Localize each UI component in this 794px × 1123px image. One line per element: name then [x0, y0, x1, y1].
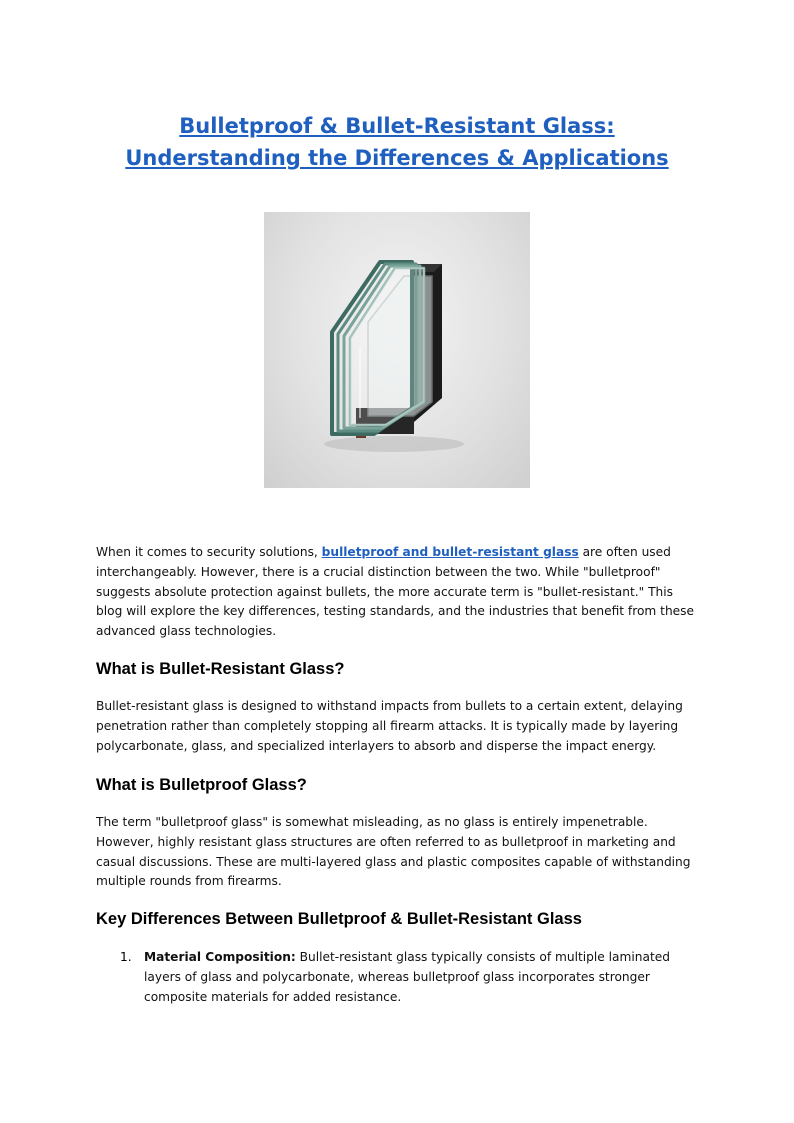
bullet-resistant-paragraph: Bullet-resistant glass is designed to withstand impacts from bullets to a certain extent, delaying penetration rather than completely stopping all firearm attacks. It is typically made by layering polycarbonate, glass, and specialized interlayers to absorb and disperse the impact energy. [96, 699, 683, 753]
list-item-body: Bullet-resistant glass typically consists of multiple laminated layers of glass and polycarbonate, whereas bulletproof glass incorporates stronger composite materials for added resistance. [144, 950, 670, 1004]
intro-text-after: are often used interchangeably. However, there is a crucial distinction between the two. While "bulletproof" suggests absolute protection against bullets, the more accurate term is "bullet-resistant." This blog will explore the key differences, testing standards, and the industries that benefit from these advanced glass technologies. [96, 545, 695, 639]
section-heading-key-differences: Key Differences Between Bulletproof & Bullet-Resistant Glass [96, 910, 582, 928]
section-heading-bullet-resistant: What is Bullet-Resistant Glass? [96, 660, 345, 678]
section-heading-bulletproof: What is Bulletproof Glass? [96, 776, 307, 794]
intro-text-before: When it comes to security solutions, [96, 545, 322, 559]
glass-link[interactable]: bulletproof and bullet-resistant glass [321, 545, 579, 559]
page-title[interactable]: Bulletproof & Bullet-Resistant Glass: Understanding the Differences & Applications [125, 114, 669, 171]
list-item-number: 1. [120, 950, 132, 964]
laminated-glass-cross-section-icon [264, 212, 530, 488]
bulletproof-paragraph: The term "bulletproof glass" is somewhat misleading, as no glass is entirely impenetrable. However, highly resistant glass structures are often referred to as bulletproof in marketing and casual discussions. These are multi-layered glass and plastic composites capable of withstanding multiple rounds from firearms. [96, 815, 691, 889]
list-item-label: Material Composition: [144, 950, 296, 964]
glass-product-image [264, 212, 530, 488]
intro-paragraph [96, 543, 700, 642]
list-item-text [144, 948, 700, 1007]
